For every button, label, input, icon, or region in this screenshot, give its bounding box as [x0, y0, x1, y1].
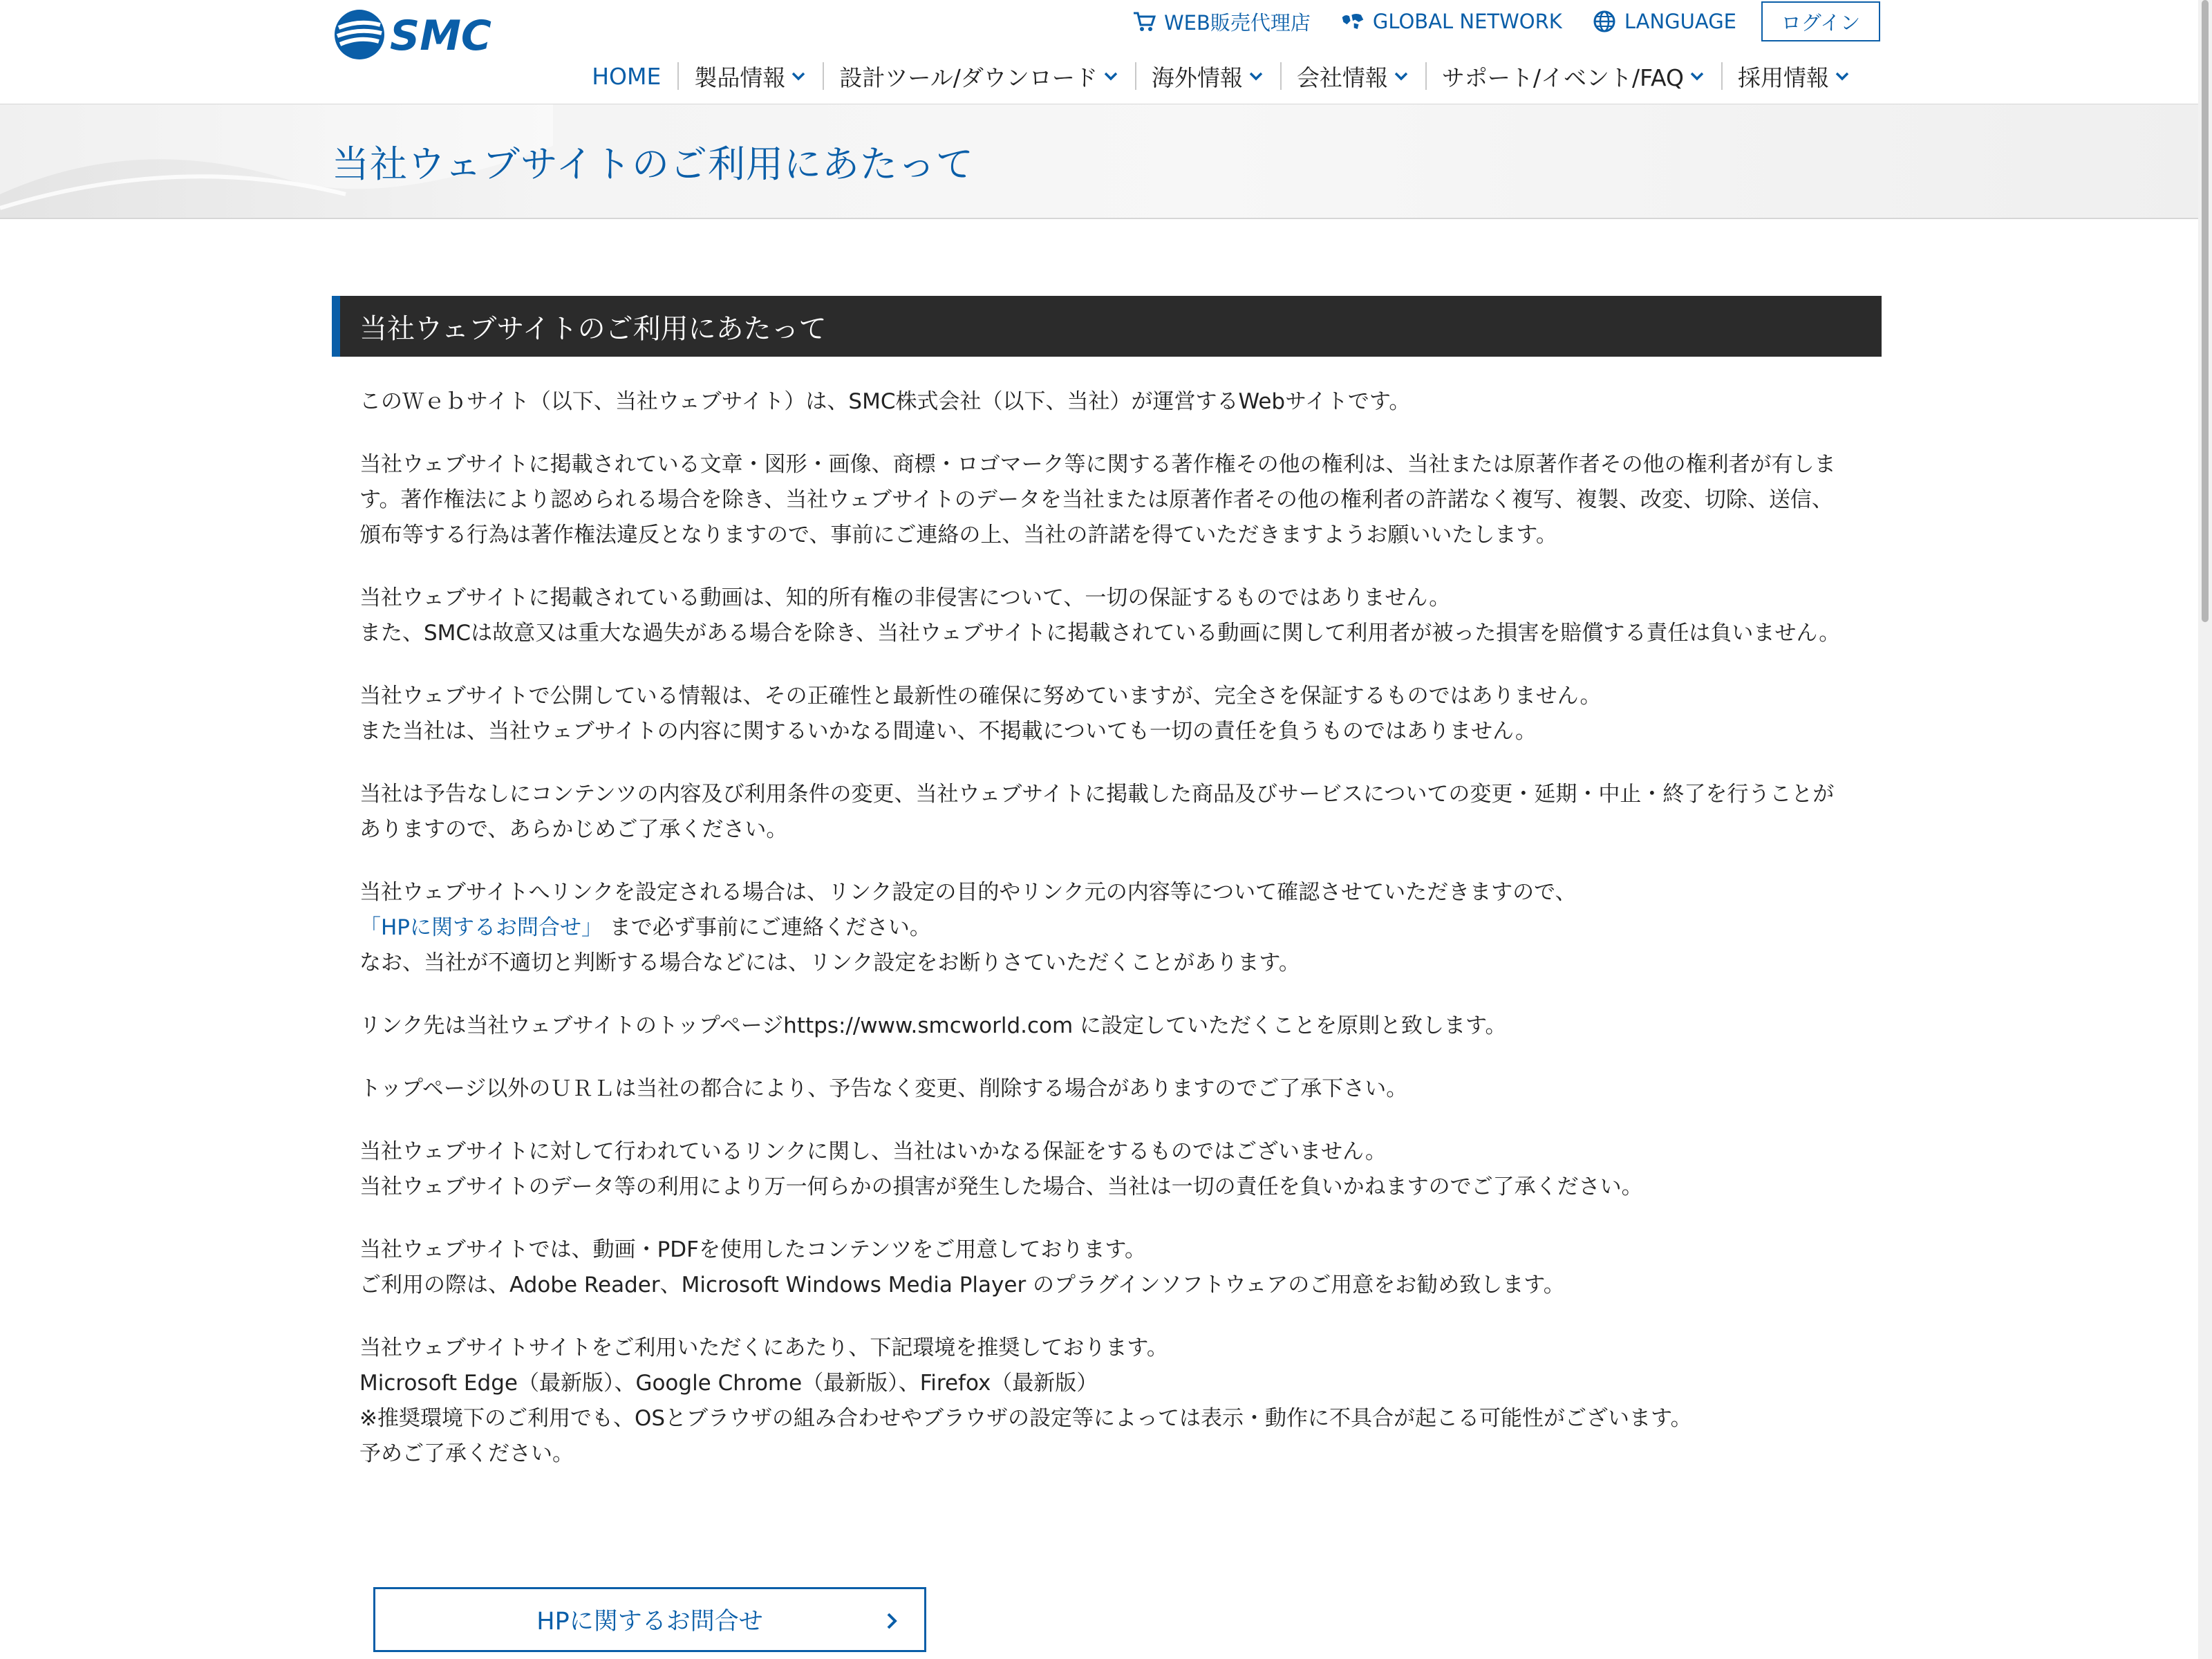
nav-company[interactable]	[1280, 59, 1425, 93]
paragraph-linking-line1: 当社ウェブサイトへリンクを設定される場合は、リンク設定の目的やリンク元の内容等について確認させていただきますので、	[359, 880, 1577, 905]
nav-home-label: HOME	[592, 62, 662, 90]
smc-logo-mark	[332, 7, 498, 62]
language-link[interactable]	[1593, 10, 1736, 33]
chevron-down-icon	[1689, 71, 1705, 81]
terms-content	[359, 384, 1846, 1499]
hp-inquiry-button-label: HPに関するお問合せ	[536, 1608, 763, 1635]
hp-inquiry-button[interactable]	[373, 1587, 926, 1652]
language-label: LANGUAGE	[1624, 10, 1736, 33]
paragraph-no-warranty-line1: 当社ウェブサイトに対して行われているリンクに関し、当社はいかなる保証をするものではございません。	[359, 1139, 1387, 1164]
nav-support-label: サポート/イベント/FAQ	[1441, 64, 1684, 91]
section-heading: 当社ウェブサイトのご利用にあたって	[332, 296, 1882, 357]
paragraph-linking	[359, 875, 1846, 981]
world-map-icon	[1341, 10, 1365, 33]
paragraph-intro: このＷｅｂサイト（以下、当社ウェブサイト）は、SMC株式会社（以下、当社）が運営するWebサイトです。	[359, 389, 1411, 414]
utility-nav	[1102, 0, 1880, 43]
paragraph-link-target: リンク先は当社ウェブサイトのトップページhttps://www.smcworld.com に設定していただくことを原則と致します。	[359, 1013, 1507, 1038]
nav-products-label: 製品情報	[694, 64, 786, 91]
paragraph-linking-line2: まで必ず事前にご連絡ください。	[603, 915, 931, 940]
chevron-down-icon	[1248, 71, 1264, 81]
nav-company-label: 会社情報	[1296, 64, 1388, 91]
nav-home[interactable]	[575, 59, 677, 93]
paragraph-no-warranty	[359, 1134, 1846, 1205]
paragraph-video	[359, 581, 1846, 651]
paragraph-environment-line3: ※推奨環境下のご利用でも、OSとブラウザの組み合わせやブラウザの設定等によっては表示・動作に不具合が起こる可能性がございます。	[359, 1406, 1692, 1431]
chevron-down-icon	[1394, 71, 1409, 81]
paragraph-no-warranty-line2: 当社ウェブサイトのデータ等の利用により万一何らかの損害が発生した場合、当社は一切の責任を負いかねますのでご了承ください。	[359, 1174, 1643, 1199]
logo-text: SMC	[390, 12, 491, 60]
main-nav	[575, 59, 1866, 93]
globe-icon	[1593, 10, 1616, 33]
paragraph-video-line2: また、SMCは故意又は重大な過失がある場合を除き、当社ウェブサイトに掲載されている動画に関して利用者が被った損害を賠償する責任は負いません。	[359, 621, 1841, 646]
hp-inquiry-link[interactable]: 「HPに関するお問合せ」	[359, 915, 603, 940]
paragraph-linking-line3: なお、当社が不適切と判断する場合などには、リンク設定をお断りさていただくことがあります。	[359, 950, 1300, 975]
paragraph-plugins	[359, 1232, 1846, 1303]
global-network-label: GLOBAL NETWORK	[1372, 10, 1562, 33]
paragraph-plugins-line1: 当社ウェブサイトでは、動画・PDFを使用したコンテンツをご用意しております。	[359, 1237, 1146, 1262]
paragraph-environment-line1: 当社ウェブサイトサイトをご利用いただくにあたり、下記環境を推奨しております。	[359, 1335, 1168, 1360]
paragraph-accuracy	[359, 679, 1846, 749]
page-title: 当社ウェブサイトのご利用にあたって	[332, 142, 975, 186]
site-header	[0, 0, 2198, 104]
nav-recruit[interactable]	[1721, 59, 1866, 93]
paragraph-accuracy-line1: 当社ウェブサイトで公開している情報は、その正確性と最新性の確保に努めていますが、完全さを保証するものではありません。	[359, 684, 1602, 709]
chevron-right-icon	[885, 1611, 899, 1631]
scrollbar-thumb[interactable]	[2202, 0, 2209, 622]
chevron-down-icon	[1103, 71, 1118, 81]
paragraph-video-line1: 当社ウェブサイトに掲載されている動画は、知的所有権の非侵害について、一切の保証するものではありません。	[359, 585, 1451, 610]
cart-icon	[1132, 10, 1156, 33]
smc-logo[interactable]	[332, 7, 498, 62]
paragraph-changes: 当社は予告なしにコンテンツの内容及び利用条件の変更、当社ウェブサイトに掲載した商品及びサービスについての変更・延期・中止・終了を行うことがありますので、あらかじめご了承ください。	[359, 782, 1835, 842]
paragraph-url-change: トップページ以外のＵＲＬは当社の都合により、予告なく変更、削除する場合がありますのでご了承下さい。	[359, 1076, 1408, 1101]
paragraph-copyright: 当社ウェブサイトに掲載されている文章・図形・画像、商標・ロゴマーク等に関する著作権その他の権利は、当社または原著作者その他の権利者が有します。著作権法により認められる場合を除き、当社ウェブサイトのデータを当社または原著作者その他の権利者の許諾なく複写、複製、改変、切除、送信、頒布等する行為は著作権法違反となりますので、事前にご連絡の上、当社の許諾を得ていただきますようお願いいたします。	[359, 452, 1836, 547]
nav-recruit-label: 採用情報	[1738, 64, 1829, 91]
nav-support[interactable]	[1425, 59, 1721, 93]
paragraph-accuracy-line2: また当社は、当社ウェブサイトの内容に関するいかなる間違い、不掲載についても一切の責任を負うものではありません。	[359, 719, 1537, 744]
nav-overseas-label: 海外情報	[1151, 64, 1243, 91]
page-banner	[0, 104, 2198, 219]
chevron-down-icon	[1835, 71, 1850, 81]
paragraph-plugins-line2: ご利用の際は、Adobe Reader、Microsoft Windows Media Player のプラグインソフトウェアのご用意をお勧め致します。	[359, 1273, 1565, 1297]
chevron-down-icon	[791, 71, 806, 81]
web-dealer-label: WEB販売代理店	[1163, 10, 1311, 35]
nav-design-tools-label: 設計ツール/ダウンロード	[839, 64, 1098, 91]
login-button[interactable]: ログイン	[1761, 1, 1880, 41]
global-network-link[interactable]	[1341, 10, 1562, 33]
nav-overseas[interactable]	[1135, 59, 1280, 93]
page-scrollbar[interactable]	[2198, 0, 2212, 1659]
nav-products[interactable]	[677, 59, 823, 93]
web-dealer-link[interactable]	[1132, 8, 1311, 36]
paragraph-environment-line4: 予めご了承ください。	[359, 1441, 574, 1466]
paragraph-environment-line2: Microsoft Edge（最新版）、Google Chrome（最新版）、Firefox（最新版）	[359, 1371, 1098, 1396]
paragraph-environment	[359, 1331, 1846, 1472]
nav-design-tools[interactable]	[823, 59, 1134, 93]
